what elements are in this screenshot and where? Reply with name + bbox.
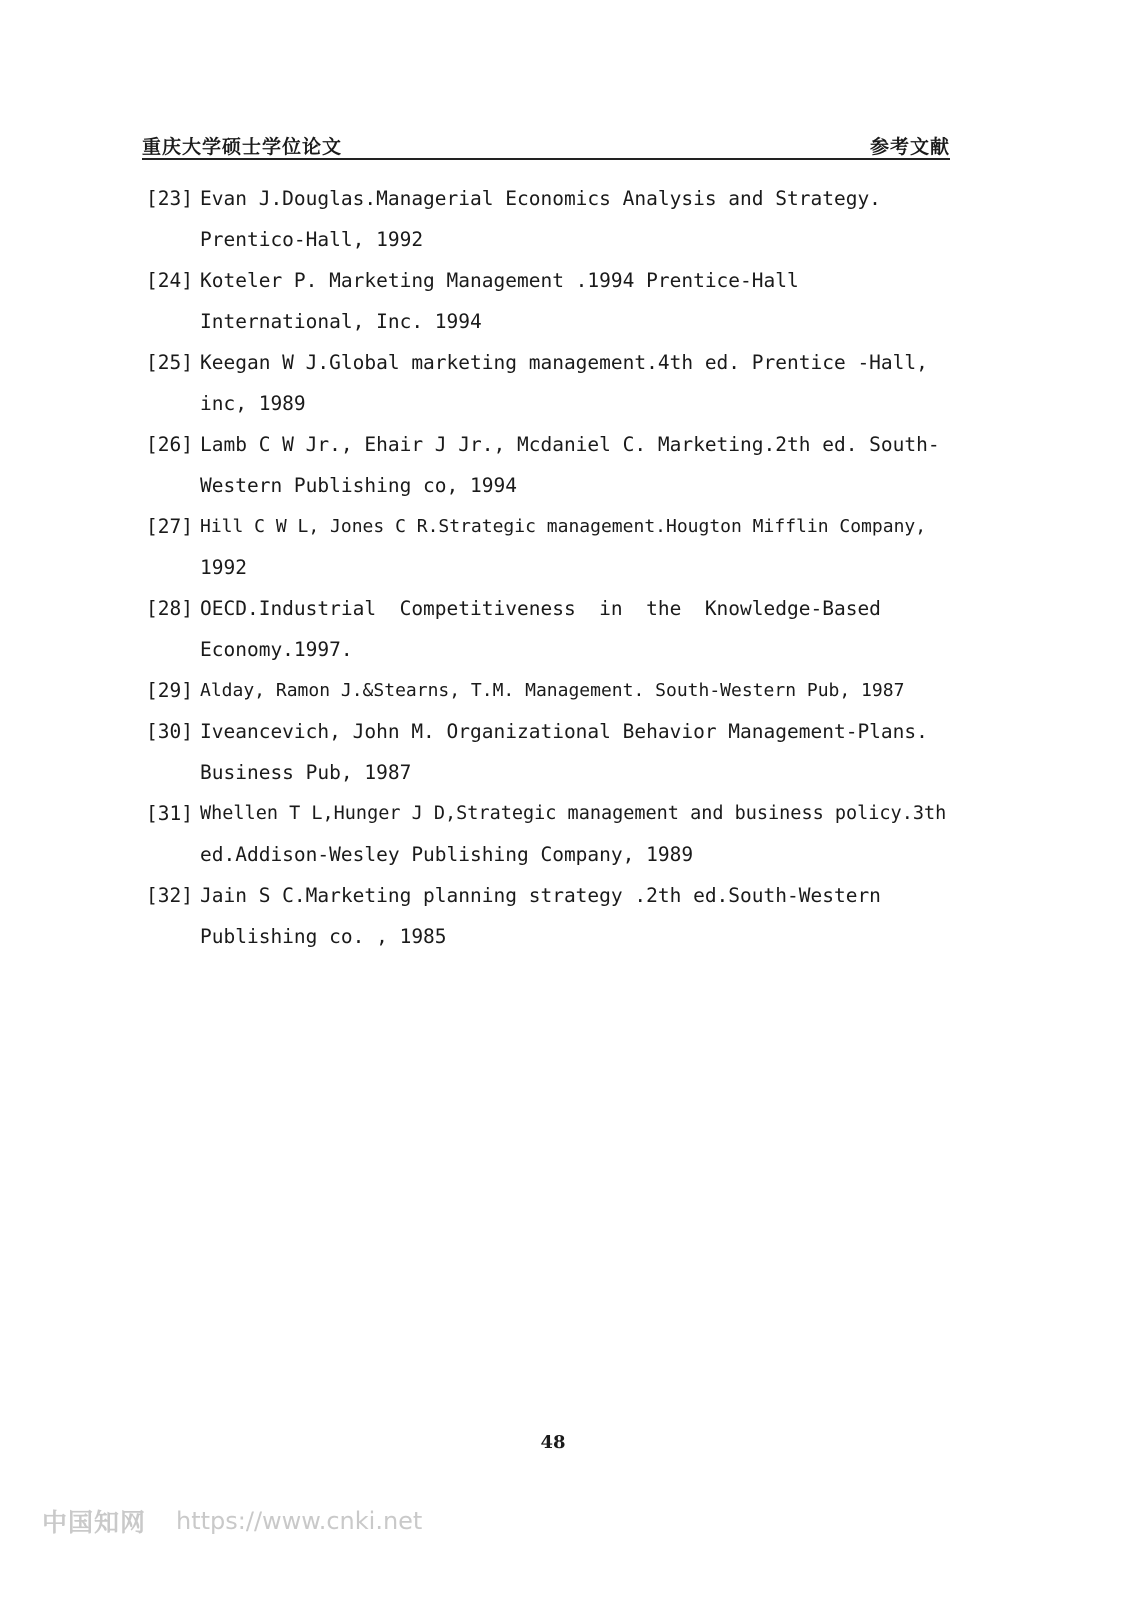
reference-item [146, 588, 950, 670]
reference-text-cont: Economy.1997. [200, 638, 353, 661]
page-number: 48 [540, 1432, 566, 1453]
reference-item [146, 506, 950, 588]
reference-number: [23] [146, 187, 193, 210]
watermark-url: https://www.cnki.net [176, 1507, 423, 1535]
reference-text: Lamb C W Jr., Ehair J Jr., Mcdaniel C. Marketing.2th ed. South- [200, 433, 940, 456]
reference-item [146, 670, 950, 711]
reference-item [146, 424, 950, 506]
reference-text-cont: Publishing co. , 1985 [200, 925, 447, 948]
reference-number: [32] [146, 884, 193, 907]
reference-text: Jain S C.Marketing planning strategy .2th ed.South-Western [200, 884, 881, 907]
running-header [142, 130, 950, 160]
reference-item [146, 711, 950, 793]
reference-text: Evan J.Douglas.Managerial Economics Analysis and Strategy. [200, 187, 881, 210]
reference-number: [25] [146, 351, 193, 374]
reference-text-cont: Prentico-Hall, 1992 [200, 228, 424, 251]
reference-text: Whellen T L,Hunger J D,Strategic management and business policy.3th [200, 803, 947, 824]
reference-text: Keegan W J.Global marketing management.4th ed. Prentice -Hall, [200, 351, 928, 374]
reference-text: Iveancevich, John M. Organizational Behavior Management-Plans. [200, 720, 928, 743]
reference-text-cont: 1992 [200, 556, 247, 579]
reference-list [146, 178, 950, 957]
reference-text: Koteler P. Marketing Management .1994 Prentice-Hall [200, 269, 799, 292]
reference-text: OECD.Industrial Competitiveness in the Knowledge-Based [200, 597, 881, 620]
reference-number: [31] [146, 802, 193, 825]
reference-item [146, 178, 950, 260]
cnki-logo: 中国知网 [42, 1508, 147, 1537]
reference-text: Hill C W L, Jones C R.Strategic management.Hougton Mifflin Company, [200, 516, 927, 537]
reference-text: Alday, Ramon J.&Stearns, T.M. Management. South-Western Pub, 1987 [200, 680, 905, 701]
reference-item [146, 260, 950, 342]
reference-number: [30] [146, 720, 193, 743]
watermark [42, 1503, 422, 1539]
thesis-title: 重庆大学硕士学位论文 [142, 136, 343, 158]
reference-number: [24] [146, 269, 193, 292]
reference-number: [28] [146, 597, 193, 620]
reference-item [146, 342, 950, 424]
reference-number: [27] [146, 515, 193, 538]
reference-number: [29] [146, 679, 193, 702]
reference-text-cont: Western Publishing co, 1994 [200, 474, 517, 497]
reference-text-cont: inc, 1989 [200, 392, 306, 415]
section-title: 参考文献 [869, 136, 950, 158]
reference-text-cont: Business Pub, 1987 [200, 761, 412, 784]
reference-item [146, 875, 950, 957]
reference-text-cont: ed.Addison-Wesley Publishing Company, 1989 [200, 843, 694, 866]
reference-item [146, 793, 950, 875]
reference-text-cont: International, Inc. 1994 [200, 310, 482, 333]
reference-number: [26] [146, 433, 193, 456]
